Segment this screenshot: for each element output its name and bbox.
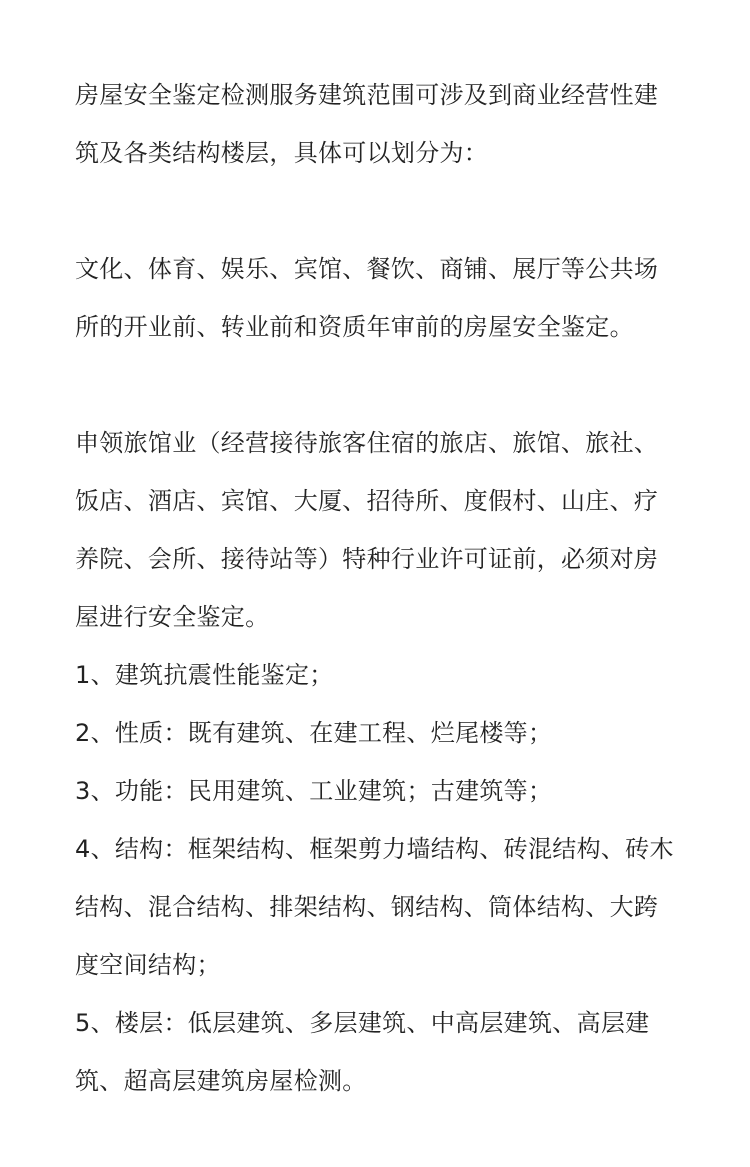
hotel-license-paragraph: 申领旅馆业（经营接待旅客住宿的旅店、旅馆、旅社、饭店、酒店、宾馆、大厦、招待所、度假村、山庄、疗养院、会所、接待站等）特种行业许可证前，必须对房屋进行安全鉴定。 — [75, 429, 659, 631]
paragraph-spacer — [75, 356, 679, 414]
list-item: 5、楼层：低层建筑、多层建筑、中高层建筑、高层建筑、超高层建筑房屋检测。 — [75, 1009, 650, 1095]
scope-list — [75, 646, 679, 1110]
list-item: 3、功能：民用建筑、工业建筑；古建筑等； — [75, 777, 553, 805]
list-item: 2、性质：既有建筑、在建工程、烂尾楼等； — [75, 719, 553, 747]
list-item: 1、建筑抗震性能鉴定； — [75, 661, 334, 689]
intro-paragraph: 房屋安全鉴定检测服务建筑范围可涉及到商业经营性建筑及各类结构楼层，具体可以划分为： — [75, 81, 659, 167]
public-places-paragraph: 文化、体育、娱乐、宾馆、餐饮、商铺、展厅等公共场所的开业前、转业前和资质年审前的房屋安全鉴定。 — [75, 255, 659, 341]
paragraph-spacer — [75, 182, 679, 240]
article-body — [75, 66, 679, 1110]
list-item: 4、结构：框架结构、框架剪力墙结构、砖混结构、砖木结构、混合结构、排架结构、钢结构、筒体结构、大跨度空间结构； — [75, 835, 674, 979]
